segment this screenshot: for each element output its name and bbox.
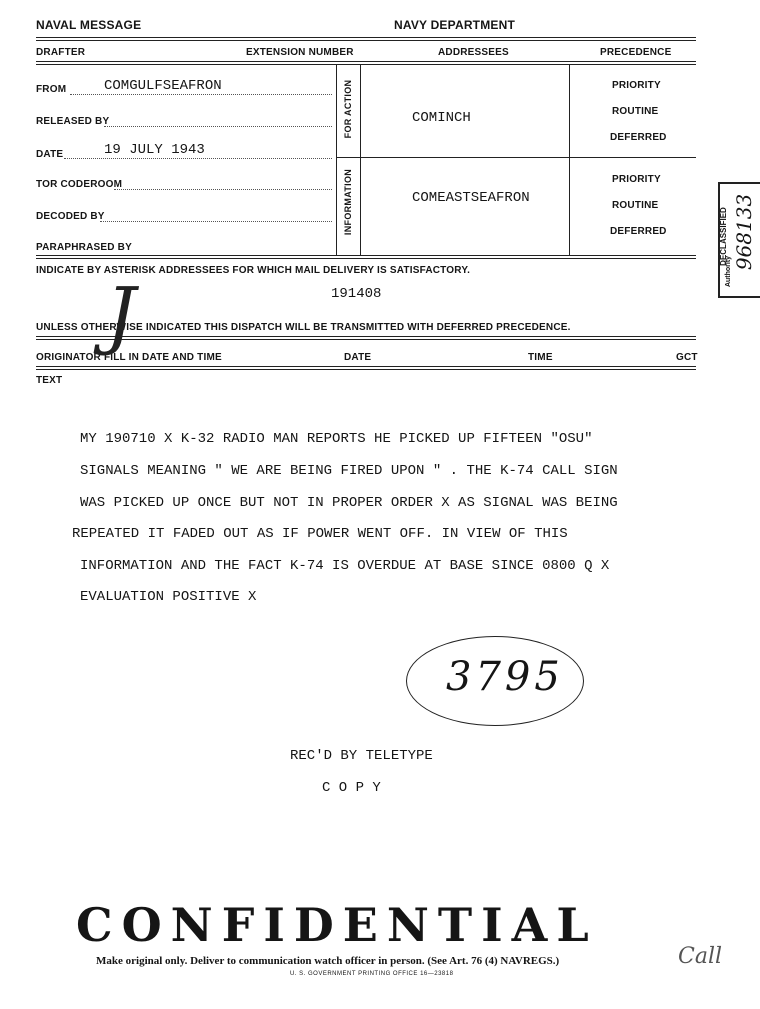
info-routine: ROUTINE xyxy=(612,200,659,211)
action-deferred: DEFERRED xyxy=(610,132,667,143)
stamp-label: DECLASSIFIED xyxy=(718,207,728,266)
declassified-stamp xyxy=(718,182,760,298)
classification-banner: CONFIDENTIAL xyxy=(76,898,598,952)
precedence-label: PRECEDENCE xyxy=(600,47,672,58)
form-title: NAVAL MESSAGE xyxy=(36,18,142,32)
text-label: TEXT xyxy=(36,375,63,386)
action-priority: PRIORITY xyxy=(612,80,661,91)
date-value: 19 JULY 1943 xyxy=(104,142,205,158)
for-action-label: FOR ACTION xyxy=(343,79,353,139)
file-number: 3795 xyxy=(446,654,564,700)
info-deferred: DEFERRED xyxy=(610,226,667,237)
released-by-label: RELEASED BY xyxy=(36,116,110,127)
message-line: REPEATED IT FADED OUT AS IF POWER WENT OFF. IN VIEW OF THIS xyxy=(72,526,568,542)
extension-number-label: EXTENSION NUMBER xyxy=(246,47,354,58)
message-line: EVALUATION POSITIVE X xyxy=(80,589,257,605)
asterisk-note: INDICATE BY ASTERISK ADDRESSEES FOR WHICH MAIL DELIVERY IS SATISFACTORY. xyxy=(36,265,471,276)
date-label: DATE xyxy=(36,149,64,160)
corner-handwriting: Call xyxy=(678,944,723,969)
time-column-label: TIME xyxy=(528,352,553,363)
stamp-authority: Authority xyxy=(725,255,733,288)
action-routine: ROUTINE xyxy=(612,106,659,117)
tor-coderoom-label: TOR CODEROOM xyxy=(36,179,123,190)
addressees-label: ADDRESSEES xyxy=(438,47,509,58)
date-column-label: DATE xyxy=(344,352,372,363)
message-line: MY 190710 X K-32 RADIO MAN REPORTS HE PICKED UP FIFTEEN "OSU" xyxy=(80,431,593,447)
message-line: SIGNALS MEANING " WE ARE BEING FIRED UPON " . THE K-74 CALL SIGN xyxy=(80,463,618,479)
from-value: COMGULFSEAFRON xyxy=(104,78,222,94)
information-label: INFORMATION xyxy=(343,168,353,236)
received-by-teletype: REC'D BY TELETYPE xyxy=(290,748,433,764)
action-addressee: COMINCH xyxy=(412,110,471,126)
copy-label: C O P Y xyxy=(322,780,381,796)
footer-instructions: Make original only. Deliver to communication watch officer in person. (See Art. 76 (4) NAVREGS.) xyxy=(96,955,560,967)
drafter-label: DRAFTER xyxy=(36,47,86,58)
info-addressee: COMEASTSEAFRON xyxy=(412,190,530,206)
info-priority: PRIORITY xyxy=(612,174,661,185)
deferred-note: UNLESS OTHERWISE INDICATED THIS DISPATCH WILL BE TRANSMITTED WITH DEFERRED PRECEDENCE. xyxy=(36,322,571,333)
decoded-by-label: DECODED BY xyxy=(36,211,105,222)
date-time-group: 191408 xyxy=(331,286,382,302)
message-line: INFORMATION AND THE FACT K-74 IS OVERDUE AT BASE SINCE 0800 Q X xyxy=(80,558,610,574)
originator-fill-label: ORIGINATOR FILL IN DATE AND TIME xyxy=(36,352,222,363)
message-line: WAS PICKED UP ONCE BUT NOT IN PROPER ORDER X AS SIGNAL WAS BEING xyxy=(80,495,618,511)
gct-label: GCT xyxy=(676,352,698,363)
stamp-number: 968133 xyxy=(732,193,757,271)
department-title: NAVY DEPARTMENT xyxy=(394,18,516,32)
paraphrased-by-label: PARAPHRASED BY xyxy=(36,242,132,253)
printer-imprint: U. S. GOVERNMENT PRINTING OFFICE 16—23818 xyxy=(290,971,454,977)
from-label: FROM xyxy=(36,84,67,95)
handwritten-initial: J xyxy=(106,272,136,358)
